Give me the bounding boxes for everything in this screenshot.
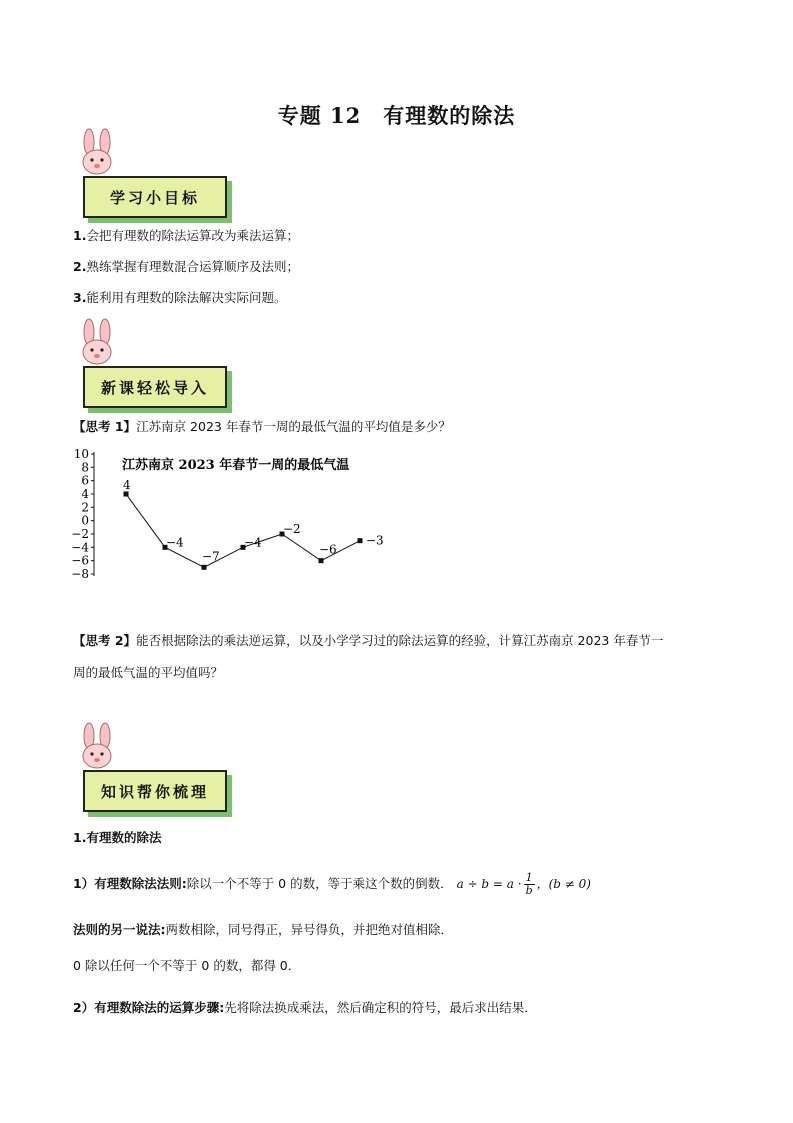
- y-tick-label: 2: [81, 500, 89, 515]
- division-rule: 1）有理数除法法则:除以一个不等于 0 的数，等于乘这个数的倒数． a ÷ b = a · $\frac{1}{b}$ ，(b ≠ 0): [73, 871, 591, 897]
- data-point: [124, 492, 129, 497]
- banner-knowledge: [75, 722, 235, 812]
- data-label: 4: [123, 478, 131, 492]
- think-2-line-2: 周的最低气温的平均值吗？: [73, 665, 224, 680]
- y-tick-label: −8: [71, 567, 89, 581]
- data-label: −4: [166, 535, 184, 550]
- chart-title: 江苏南京 2023 年春节一周的最低气温: [122, 458, 350, 473]
- title-topic-number: 专题 12: [277, 103, 362, 128]
- y-tick-label: −2: [71, 527, 89, 541]
- banner-box: 学习小目标: [83, 176, 227, 218]
- goal-item: 2.熟练掌握有理数混合运算顺序及法则；: [73, 259, 299, 274]
- goal-item: 1.会把有理数的除法运算改为乘法运算；: [73, 228, 299, 243]
- y-tick-label: 10: [73, 447, 89, 461]
- y-tick-label: 8: [81, 460, 89, 475]
- banner-new-lesson: [75, 318, 235, 408]
- section-heading: 1.有理数的除法: [73, 830, 162, 845]
- data-point: [358, 538, 363, 543]
- goal-item: 3.能利用有理数的除法解决实际问题。: [73, 290, 287, 305]
- y-tick-label: 6: [81, 473, 89, 488]
- bunny-icon: [75, 128, 119, 178]
- y-tick-label: 4: [81, 487, 89, 501]
- data-point: [319, 558, 324, 563]
- banner-learning-goals: [75, 128, 235, 218]
- title-topic-name: 有理数的除法: [383, 103, 516, 128]
- data-point: [202, 565, 207, 570]
- alt-rule: 法则的另一说法:两数相除，同号得正，异号得负，并把绝对值相除．: [73, 922, 454, 937]
- division-steps: 2）有理数除法的运算步骤:先将除法换成乘法，然后确定积的符号，最后求出结果．: [73, 1000, 537, 1015]
- think-2-line-1: 【思考 2】能否根据除法的乘法逆运算，以及小学学习过的除法运算的经验，计算江苏南京 2023 年春节一: [73, 633, 664, 648]
- banner-box: 知识帮你梳理: [83, 770, 227, 812]
- think-1: 【思考 1】江苏南京 2023 年春节一周的最低气温的平均值是多少？: [73, 419, 451, 434]
- y-tick-label: 0: [81, 513, 89, 528]
- data-label: −2: [283, 522, 301, 536]
- y-tick-label: −6: [71, 553, 89, 568]
- banner-box: 新课轻松导入: [83, 366, 227, 408]
- bunny-icon: [75, 318, 119, 368]
- bunny-icon: [75, 722, 119, 772]
- data-label: −7: [202, 549, 220, 564]
- page-title: [0, 100, 793, 130]
- data-label: −6: [319, 542, 337, 557]
- division-formula: a ÷ b = a · $\frac{1}{b}$ ，(b ≠ 0): [456, 871, 591, 897]
- temperature-line-chart: [58, 446, 398, 586]
- data-label: −4: [244, 535, 262, 550]
- data-label: −3: [366, 533, 384, 548]
- y-tick-label: −4: [71, 540, 89, 555]
- zero-rule: 0 除以任何一个不等于 0 的数，都得 0．: [73, 958, 301, 973]
